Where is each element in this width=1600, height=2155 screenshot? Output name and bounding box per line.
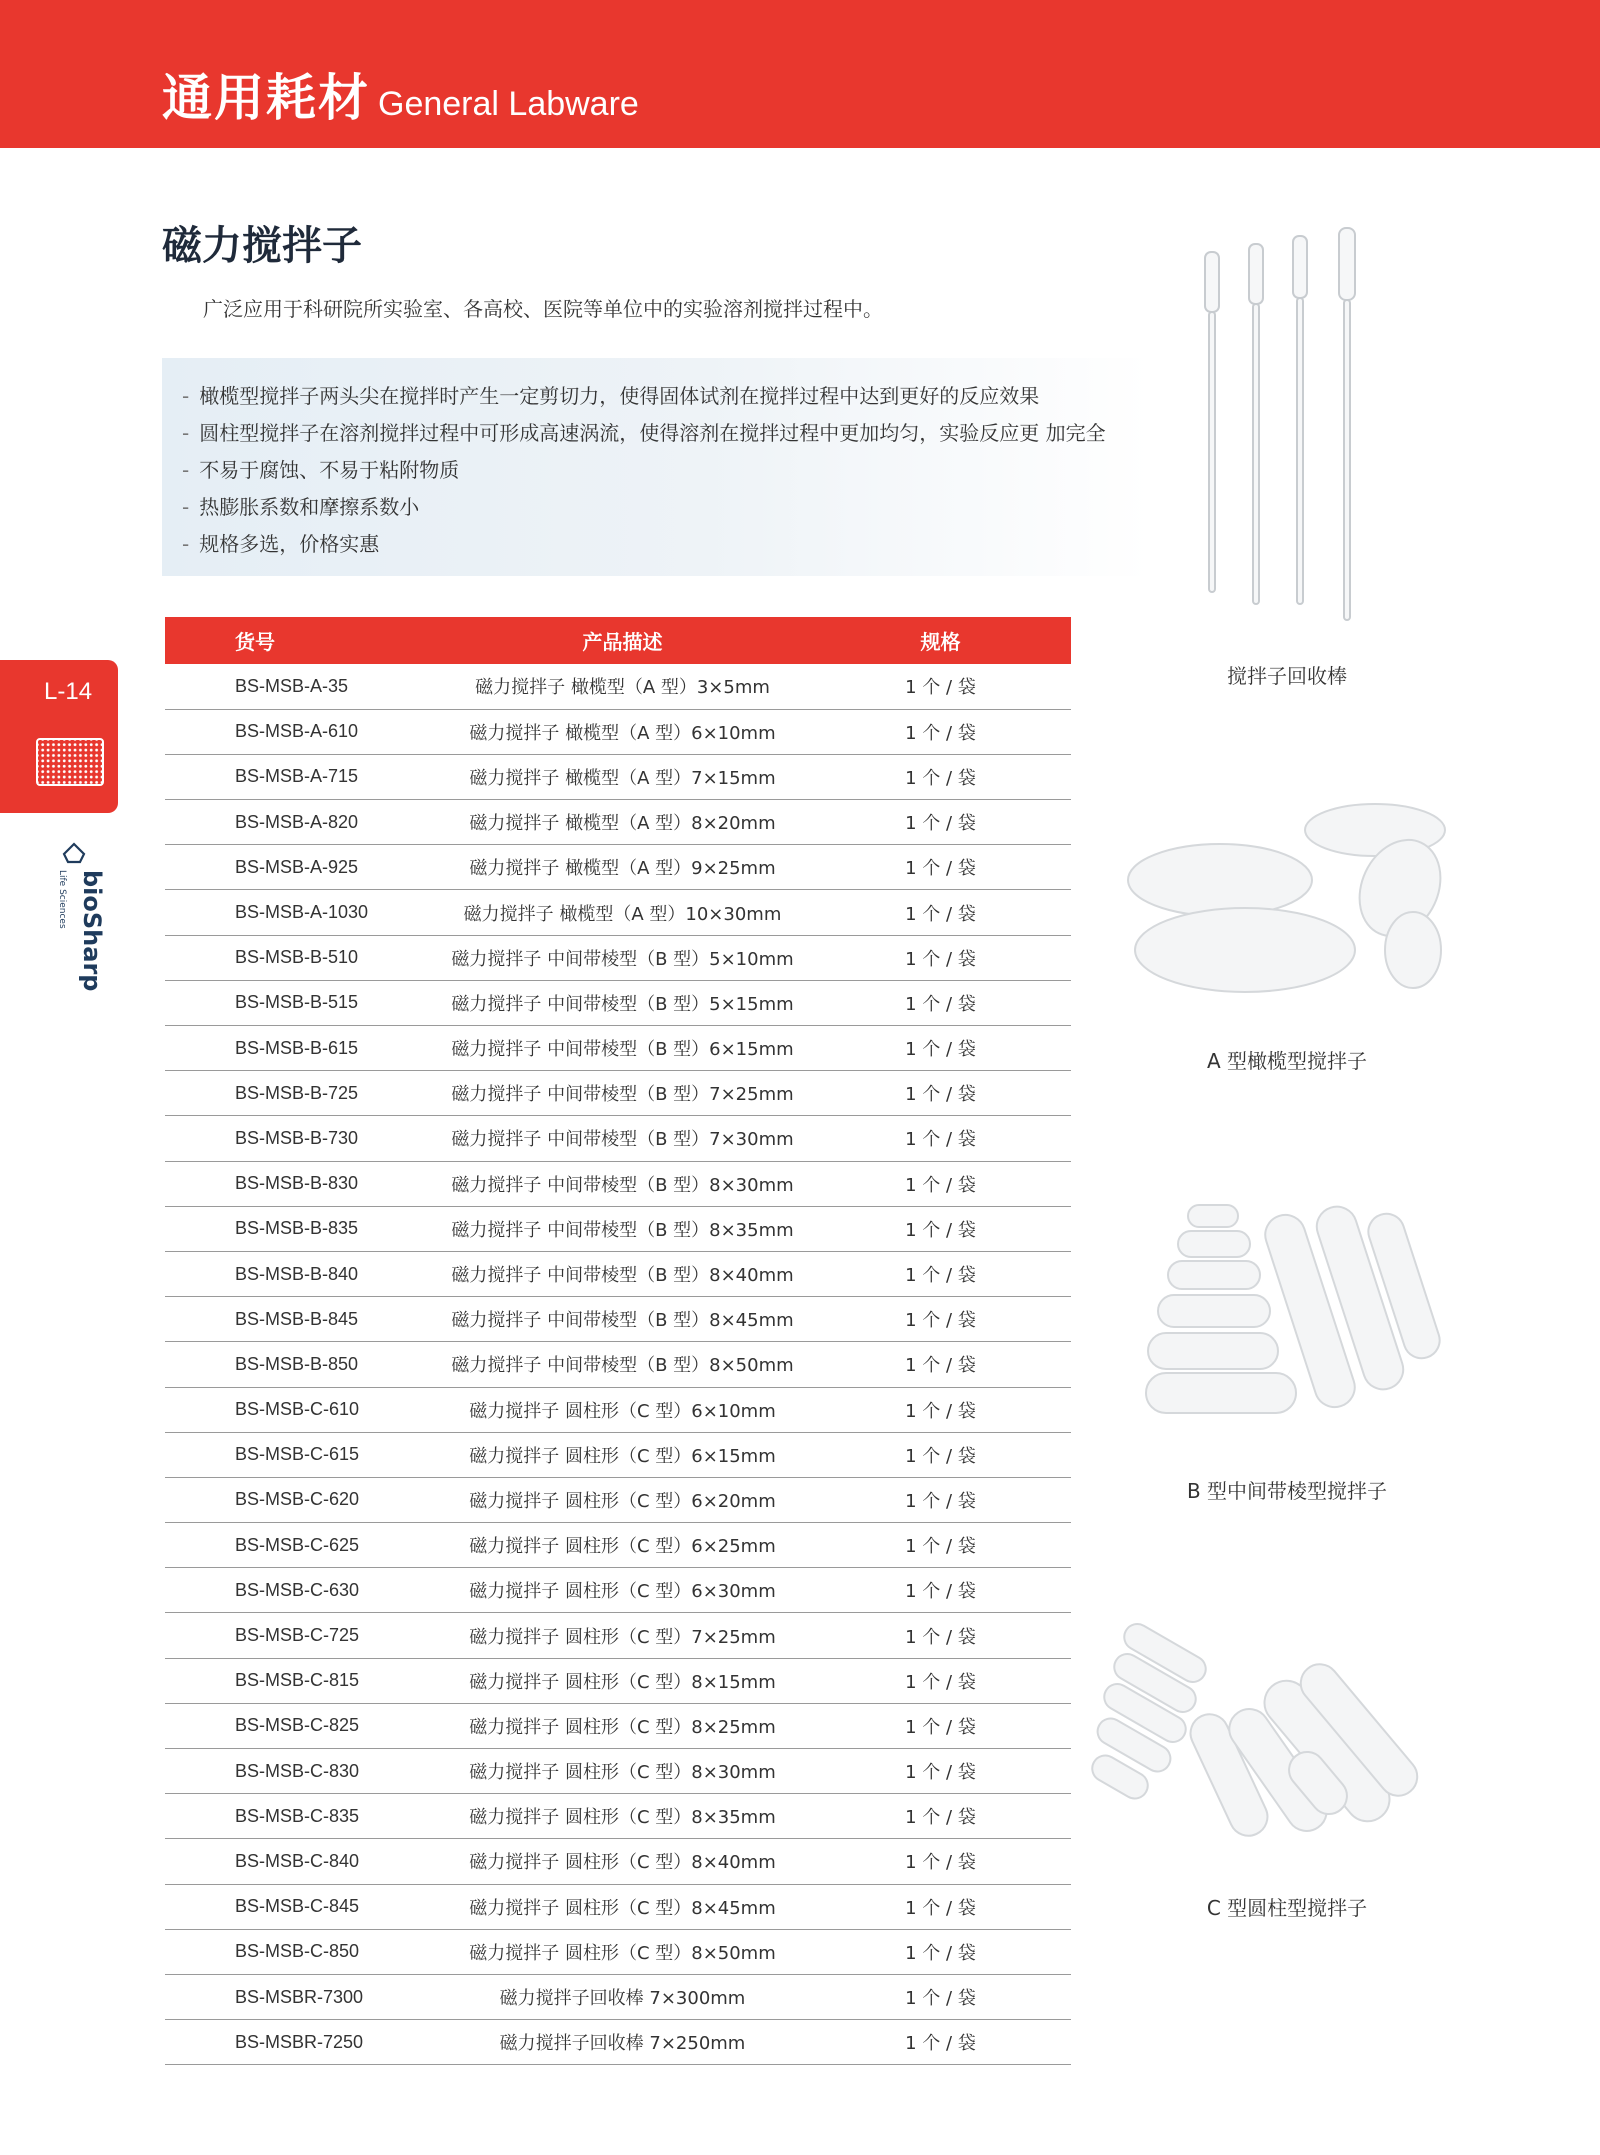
feature-item: - 规格多选，价格实惠 <box>182 532 380 556</box>
product-description: 磁力搅拌子 圆柱形（C 型）8×40mm <box>435 1839 810 1884</box>
product-spec: 1 个 / 袋 <box>810 1206 1071 1251</box>
product-code: BS-MSB-C-850 <box>165 1929 435 1974</box>
product-description: 磁力搅拌子 圆柱形（C 型）8×35mm <box>435 1794 810 1839</box>
product-description: 磁力搅拌子回收棒 7×250mm <box>435 2020 810 2065</box>
product-spec: 1 个 / 袋 <box>810 1342 1071 1387</box>
brand-tagline: Life Sciences <box>57 870 67 929</box>
product-spec: 1 个 / 袋 <box>810 1613 1071 1658</box>
product-spec: 1 个 / 袋 <box>810 1658 1071 1703</box>
table-row <box>165 980 1071 1025</box>
product-code: BS-MSB-A-610 <box>165 709 435 754</box>
table-body <box>165 664 1071 2065</box>
product-spec: 1 个 / 袋 <box>810 1071 1071 1116</box>
table-row <box>165 800 1071 845</box>
image-caption: C 型圆柱型搅拌子 <box>1206 1896 1368 1920</box>
product-description: 磁力搅拌子 中间带棱型（B 型）8×45mm <box>435 1297 810 1342</box>
product-description: 磁力搅拌子 圆柱形（C 型）6×25mm <box>435 1523 810 1568</box>
product-spec: 1 个 / 袋 <box>810 800 1071 845</box>
table-row <box>165 709 1071 754</box>
table-row <box>165 935 1071 980</box>
product-code: BS-MSB-B-850 <box>165 1342 435 1387</box>
product-spec: 1 个 / 袋 <box>810 1477 1071 1522</box>
column-header-description: 产品描述 <box>435 617 810 664</box>
product-code: BS-MSB-C-615 <box>165 1432 435 1477</box>
product-spec: 1 个 / 袋 <box>810 1794 1071 1839</box>
product-spec: 1 个 / 袋 <box>810 1432 1071 1477</box>
feature-item: - 圆柱型搅拌子在溶剂搅拌过程中可形成高速涡流，使得溶剂在搅拌过程中更加均匀，实验反应更 加完全 <box>182 421 1106 445</box>
product-code: BS-MSB-B-730 <box>165 1116 435 1161</box>
product-code: BS-MSB-C-610 <box>165 1387 435 1432</box>
table-row <box>165 2020 1071 2065</box>
product-spec: 1 个 / 袋 <box>810 1523 1071 1568</box>
image-caption: A 型橄榄型搅拌子 <box>1206 1049 1368 1073</box>
product-code: BS-MSB-B-835 <box>165 1206 435 1251</box>
product-description: 磁力搅拌子 橄榄型（A 型）3×5mm <box>435 664 810 709</box>
table-row <box>165 1387 1071 1432</box>
product-description: 磁力搅拌子回收棒 7×300mm <box>435 1974 810 2019</box>
product-description: 磁力搅拌子 橄榄型（A 型）7×15mm <box>435 754 810 799</box>
product-spec: 1 个 / 袋 <box>810 664 1071 709</box>
product-description: 磁力搅拌子 中间带棱型（B 型）7×25mm <box>435 1071 810 1116</box>
product-code: BS-MSB-A-35 <box>165 664 435 709</box>
section-intro: 广泛应用于科研院所实验室、各高校、医院等单位中的实验溶剂搅拌过程中。 <box>203 297 883 321</box>
header-title <box>162 58 639 130</box>
product-code: BS-MSB-A-820 <box>165 800 435 845</box>
table-row <box>165 1839 1071 1884</box>
product-spec: 1 个 / 袋 <box>810 935 1071 980</box>
product-spec: 1 个 / 袋 <box>810 890 1071 935</box>
feature-item: - 橄榄型搅拌子两头尖在搅拌时产生一定剪切力，使得固体试剂在搅拌过程中达到更好的反应效果 <box>182 384 1040 408</box>
brand-logo <box>54 840 106 1020</box>
product-code: BS-MSB-B-830 <box>165 1161 435 1206</box>
product-description: 磁力搅拌子 圆柱形（C 型）7×25mm <box>435 1613 810 1658</box>
product-code: BS-MSB-B-510 <box>165 935 435 980</box>
table-row <box>165 1568 1071 1613</box>
product-description: 磁力搅拌子 圆柱形（C 型）8×25mm <box>435 1703 810 1748</box>
product-spec: 1 个 / 袋 <box>810 1116 1071 1161</box>
table-row <box>165 1026 1071 1071</box>
image-caption: 搅拌子回收棒 <box>1227 664 1347 688</box>
table-row <box>165 1794 1071 1839</box>
product-description: 磁力搅拌子 橄榄型（A 型）10×30mm <box>435 890 810 935</box>
table-row <box>165 1929 1071 1974</box>
product-code: BS-MSB-A-925 <box>165 845 435 890</box>
product-code: BS-MSB-B-515 <box>165 980 435 1025</box>
table-row <box>165 1161 1071 1206</box>
table-row <box>165 1703 1071 1748</box>
feature-item: - 热膨胀系数和摩擦系数小 <box>182 495 420 519</box>
header-title-cn: 通用耗材 <box>162 69 370 127</box>
retriever-rods-image <box>1175 222 1395 622</box>
product-spec: 1 个 / 袋 <box>810 2020 1071 2065</box>
product-description: 磁力搅拌子 橄榄型（A 型）6×10mm <box>435 709 810 754</box>
image-caption: B 型中间带棱型搅拌子 <box>1186 1479 1388 1503</box>
table-row <box>165 1342 1071 1387</box>
product-code: BS-MSB-C-630 <box>165 1568 435 1613</box>
product-spec: 1 个 / 袋 <box>810 1839 1071 1884</box>
product-description: 磁力搅拌子 中间带棱型（B 型）5×15mm <box>435 980 810 1025</box>
pivot-ring-stir-bars-image <box>1140 1195 1440 1435</box>
product-description: 磁力搅拌子 中间带棱型（B 型）8×30mm <box>435 1161 810 1206</box>
product-description: 磁力搅拌子 中间带棱型（B 型）8×35mm <box>435 1206 810 1251</box>
product-spec: 1 个 / 袋 <box>810 1161 1071 1206</box>
side-tab-label: L-14 <box>44 678 93 705</box>
table-row <box>165 1116 1071 1161</box>
table-row <box>165 1297 1071 1342</box>
product-code: BS-MSB-C-830 <box>165 1749 435 1794</box>
product-code: BS-MSB-C-835 <box>165 1794 435 1839</box>
product-code: BS-MSB-B-615 <box>165 1026 435 1071</box>
product-code: BS-MSB-A-715 <box>165 754 435 799</box>
product-description: 磁力搅拌子 中间带棱型（B 型）5×10mm <box>435 935 810 980</box>
product-description: 磁力搅拌子 圆柱形（C 型）8×15mm <box>435 1658 810 1703</box>
product-description: 磁力搅拌子 中间带棱型（B 型）8×50mm <box>435 1342 810 1387</box>
product-description: 磁力搅拌子 橄榄型（A 型）8×20mm <box>435 800 810 845</box>
feature-item: - 不易于腐蚀、不易于粘附物质 <box>182 458 460 482</box>
header-title-en: General Labware <box>378 85 639 123</box>
product-spec: 1 个 / 袋 <box>810 1251 1071 1296</box>
table-row <box>165 1206 1071 1251</box>
table-row <box>165 1523 1071 1568</box>
product-spec: 1 个 / 袋 <box>810 1749 1071 1794</box>
product-description: 磁力搅拌子 橄榄型（A 型）9×25mm <box>435 845 810 890</box>
product-code: BS-MSBR-7250 <box>165 2020 435 2065</box>
table-row <box>165 845 1071 890</box>
product-code: BS-MSB-C-825 <box>165 1703 435 1748</box>
product-spec: 1 个 / 袋 <box>810 845 1071 890</box>
product-spec: 1 个 / 袋 <box>810 1297 1071 1342</box>
product-code: BS-MSB-C-620 <box>165 1477 435 1522</box>
table-row <box>165 1658 1071 1703</box>
product-code: BS-MSB-C-840 <box>165 1839 435 1884</box>
table-row <box>165 664 1071 709</box>
brand-mark-icon <box>64 844 84 862</box>
table-row <box>165 1432 1071 1477</box>
product-code: BS-MSB-B-845 <box>165 1297 435 1342</box>
table-row <box>165 1749 1071 1794</box>
product-spec: 1 个 / 袋 <box>810 1929 1071 1974</box>
product-spec: 1 个 / 袋 <box>810 980 1071 1025</box>
feature-list <box>182 378 1106 563</box>
product-description: 磁力搅拌子 中间带棱型（B 型）7×30mm <box>435 1116 810 1161</box>
product-code: BS-MSB-C-725 <box>165 1613 435 1658</box>
product-code: BS-MSB-C-625 <box>165 1523 435 1568</box>
product-spec: 1 个 / 袋 <box>810 1974 1071 2019</box>
product-code: BS-MSB-A-1030 <box>165 890 435 935</box>
product-table <box>165 617 1071 2065</box>
product-description: 磁力搅拌子 圆柱形（C 型）6×20mm <box>435 1477 810 1522</box>
olive-stir-bars-image <box>1120 800 1460 1010</box>
brand-name: bioSharp <box>78 870 106 992</box>
product-description: 磁力搅拌子 中间带棱型（B 型）8×40mm <box>435 1251 810 1296</box>
product-description: 磁力搅拌子 圆柱形（C 型）6×30mm <box>435 1568 810 1613</box>
product-description: 磁力搅拌子 圆柱形（C 型）6×10mm <box>435 1387 810 1432</box>
cylindrical-stir-bars-image <box>1090 1620 1450 1850</box>
table-row <box>165 890 1071 935</box>
product-spec: 1 个 / 袋 <box>810 1568 1071 1613</box>
product-description: 磁力搅拌子 圆柱形（C 型）8×45mm <box>435 1884 810 1929</box>
column-header-spec: 规格 <box>810 617 1071 664</box>
product-spec: 1 个 / 袋 <box>810 1884 1071 1929</box>
table-row <box>165 1251 1071 1296</box>
table-row <box>165 754 1071 799</box>
product-spec: 1 个 / 袋 <box>810 754 1071 799</box>
product-code: BS-MSB-C-815 <box>165 1658 435 1703</box>
product-description: 磁力搅拌子 圆柱形（C 型）6×15mm <box>435 1432 810 1477</box>
table-header-row <box>165 617 1071 664</box>
product-spec: 1 个 / 袋 <box>810 1387 1071 1432</box>
table-row <box>165 1974 1071 2019</box>
product-description: 磁力搅拌子 圆柱形（C 型）8×30mm <box>435 1749 810 1794</box>
product-code: BS-MSB-B-725 <box>165 1071 435 1116</box>
section-title: 磁力搅拌子 <box>162 223 362 269</box>
microplate-icon <box>36 738 104 786</box>
product-description: 磁力搅拌子 圆柱形（C 型）8×50mm <box>435 1929 810 1974</box>
product-spec: 1 个 / 袋 <box>810 1703 1071 1748</box>
product-description: 磁力搅拌子 中间带棱型（B 型）6×15mm <box>435 1026 810 1071</box>
product-code: BS-MSB-B-840 <box>165 1251 435 1296</box>
table-row <box>165 1884 1071 1929</box>
product-code: BS-MSBR-7300 <box>165 1974 435 2019</box>
table-row <box>165 1613 1071 1658</box>
table-row <box>165 1477 1071 1522</box>
product-spec: 1 个 / 袋 <box>810 709 1071 754</box>
product-spec: 1 个 / 袋 <box>810 1026 1071 1071</box>
product-code: BS-MSB-C-845 <box>165 1884 435 1929</box>
column-header-code: 货号 <box>165 617 435 664</box>
table-row <box>165 1071 1071 1116</box>
